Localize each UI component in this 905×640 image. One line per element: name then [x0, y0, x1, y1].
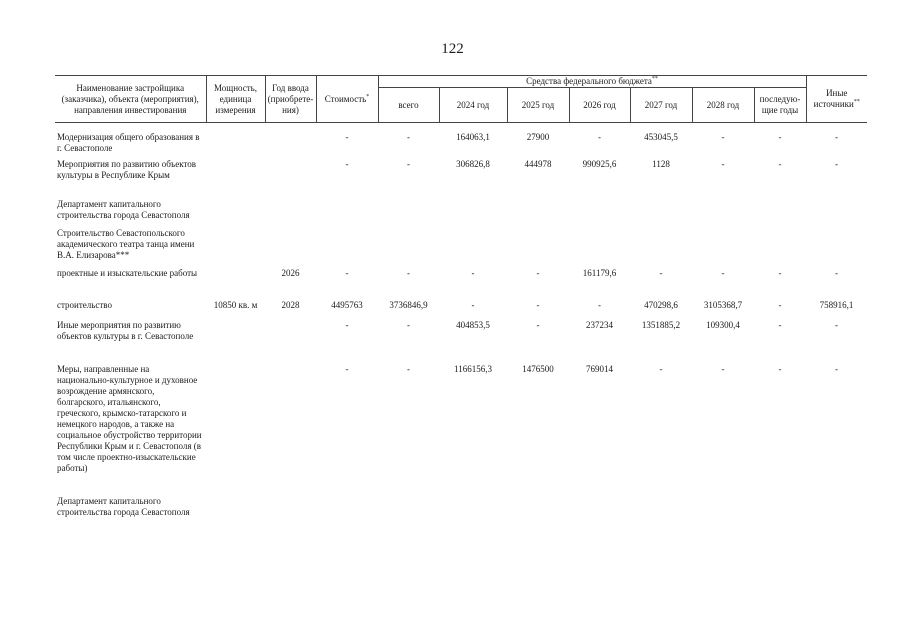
row-name: Модернизация общего образования в г. Севастополе [57, 132, 200, 153]
row-2025: - [536, 268, 540, 278]
row-name: Мероприятия по развитию объектов культуры в Республике Крым [57, 159, 197, 180]
row-capacity [206, 228, 265, 268]
row-name: Департамент капитального строительства города Севастополя [57, 199, 190, 220]
row-capacity [206, 268, 265, 300]
row-2027: 1351885,2 [641, 320, 681, 330]
row-2028: 109300,4 [706, 320, 740, 330]
row-cost: - [345, 132, 349, 142]
table-row [55, 132, 867, 159]
row-total: - [407, 159, 410, 169]
header-other-footnote: ** [853, 99, 860, 105]
row-other [806, 496, 867, 522]
row-capacity [206, 320, 265, 364]
row-later: - [778, 159, 782, 169]
row-later [754, 496, 806, 522]
row-cost: - [345, 268, 349, 278]
row-2024: 306826,8 [456, 159, 490, 169]
row-cost [316, 199, 378, 228]
row-2028 [692, 199, 754, 228]
header-other-label: Иные источники [813, 88, 854, 109]
table-row [55, 496, 867, 522]
row-2024 [439, 496, 507, 522]
row-cost [316, 496, 378, 522]
row-2027 [630, 228, 692, 268]
row-2025 [507, 228, 569, 268]
row-2027: 470298,6 [644, 300, 678, 310]
row-2024: 1166156,3 [454, 364, 492, 374]
row-2025: 1476500 [522, 364, 554, 374]
header-2028: 2028 год [692, 88, 754, 123]
row-total [378, 199, 439, 228]
row-2027: 1128 [652, 159, 670, 169]
header-cost-label: Стоимость [324, 93, 367, 104]
row-2024 [439, 199, 507, 228]
row-capacity [206, 132, 265, 159]
header-federal-budget [378, 76, 806, 88]
row-other: - [835, 132, 838, 142]
row-other: - [835, 268, 838, 278]
row-2025: 27900 [526, 132, 550, 142]
row-2026: - [598, 132, 601, 142]
row-2025: 444978 [524, 159, 552, 169]
header-2026: 2026 год [569, 88, 630, 123]
row-2028: - [721, 364, 725, 374]
row-cost: - [345, 159, 349, 169]
row-year [265, 364, 316, 496]
row-total: - [407, 364, 410, 374]
header-federal-footnote: ** [651, 76, 658, 83]
row-2026: 161179,6 [582, 268, 617, 278]
row-later: - [778, 320, 782, 330]
row-capacity: 10850 кв. м [213, 300, 258, 310]
row-capacity [206, 364, 265, 496]
row-2025 [507, 199, 569, 228]
row-2024 [439, 228, 507, 268]
row-year [265, 159, 316, 199]
row-2026: 990925,6 [582, 159, 617, 169]
table-row [55, 320, 867, 364]
row-year [265, 320, 316, 364]
row-later: - [778, 364, 782, 374]
row-total [378, 228, 439, 268]
row-2027 [630, 496, 692, 522]
row-later: - [778, 268, 782, 278]
row-name: Строительство Севастопольского академического театра танца имени В.А. Елизарова*** [57, 228, 195, 260]
row-2024: - [471, 268, 475, 278]
row-year [265, 228, 316, 268]
header-name: Наименование застройщика (заказчика), объекта (мероприятия), направления инвестирования [55, 76, 206, 123]
row-capacity [206, 159, 265, 199]
row-2025: - [536, 300, 540, 310]
header-2024: 2024 год [439, 88, 507, 123]
row-capacity [206, 496, 265, 522]
table-row [55, 268, 867, 300]
row-total: - [407, 320, 410, 330]
row-later [754, 228, 806, 268]
row-other: 758916,1 [819, 300, 854, 310]
header-year: Год ввода (приобрете-ния) [265, 76, 316, 123]
row-total: - [407, 268, 410, 278]
row-later: - [778, 132, 782, 142]
row-name: Иные мероприятия по развитию объектов культуры в г. Севастополе [57, 320, 194, 341]
row-year [265, 496, 316, 522]
table-row [55, 199, 867, 228]
row-2028: - [721, 159, 725, 169]
row-capacity [206, 199, 265, 228]
row-2025 [507, 496, 569, 522]
header-cost-footnote: * [366, 93, 370, 100]
row-cost: 4495763 [331, 300, 363, 310]
row-2028: - [721, 268, 725, 278]
row-name: проектные и изыскательские работы [57, 268, 198, 278]
table-row [55, 364, 867, 496]
row-other [806, 199, 867, 228]
row-other: - [835, 159, 838, 169]
header-2025: 2025 год [507, 88, 569, 123]
row-other: - [835, 364, 838, 374]
row-year: 2026 [281, 268, 300, 278]
row-2026: - [598, 300, 601, 310]
row-2028: 3105368,7 [703, 300, 743, 310]
table-row [55, 300, 867, 320]
page-number: 122 [441, 41, 464, 57]
row-2027: - [659, 268, 663, 278]
row-total: - [407, 132, 410, 142]
row-total [378, 496, 439, 522]
row-2026: 237234 [586, 320, 613, 330]
row-name: Меры, направленные на национально-культурное и духовное возрождение армянского, болгарского, итальянского, греческого, крымско-татарского и немецкого народов, а также на социальное обустройство территории Республики Крым и г. Севастополя (в том числе проектно-изыскательские работы) [57, 364, 202, 473]
row-year [265, 132, 316, 159]
row-other: - [835, 320, 838, 330]
row-year: 2028 [281, 300, 300, 310]
header-cost [316, 76, 378, 123]
row-name: Департамент капитального строительства города Севастополя [57, 496, 190, 517]
row-2026 [569, 199, 630, 228]
row-later: - [778, 300, 782, 310]
header-2027: 2027 год [630, 88, 692, 123]
table-row [55, 228, 867, 268]
header-later-years: последую-щие годы [754, 88, 806, 123]
row-2025: - [536, 320, 540, 330]
table-row [55, 159, 867, 199]
row-2026 [569, 496, 630, 522]
header-total: всего [378, 88, 439, 123]
row-other [806, 228, 867, 268]
row-total: 3736846,9 [389, 300, 428, 310]
header-federal-label: Средства федерального бюджета [526, 76, 652, 87]
row-2028: - [721, 132, 725, 142]
row-cost: - [345, 364, 349, 374]
header-capacity: Мощность, единица измерения [206, 76, 265, 123]
row-2026 [569, 228, 630, 268]
row-2028 [692, 496, 754, 522]
row-cost [316, 228, 378, 268]
row-cost: - [345, 320, 349, 330]
row-name: строительство [57, 300, 112, 310]
row-2024: - [471, 300, 475, 310]
row-2024: 164063,1 [456, 132, 490, 142]
row-2028 [692, 228, 754, 268]
row-2027: 453045,5 [644, 132, 678, 142]
row-2027: - [659, 364, 663, 374]
investment-table [55, 75, 867, 522]
row-2024: 404853,5 [456, 320, 490, 330]
header-other [806, 76, 867, 123]
row-2027 [630, 199, 692, 228]
row-later [754, 199, 806, 228]
row-2026: 769014 [586, 364, 613, 374]
row-year [265, 199, 316, 228]
